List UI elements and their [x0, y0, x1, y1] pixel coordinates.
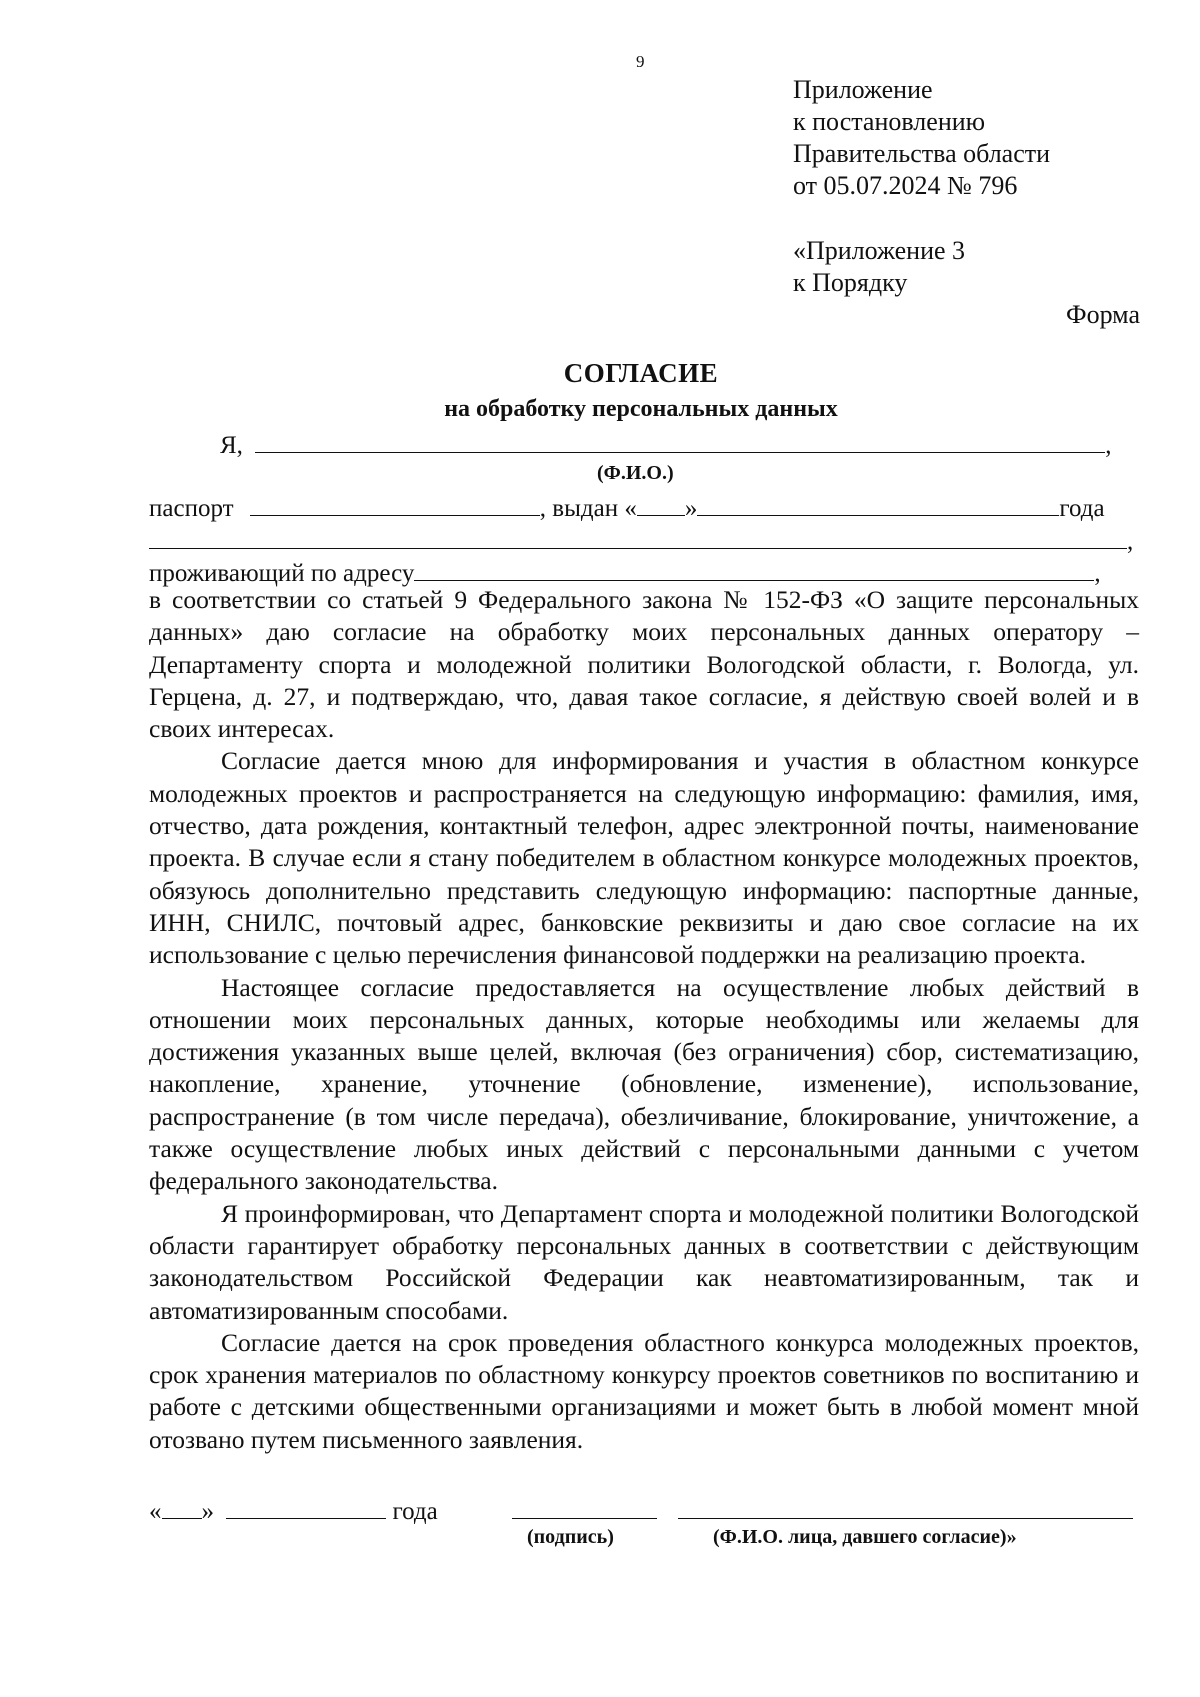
page-number: 9: [636, 52, 645, 71]
appendix-header-line: Приложение: [793, 75, 933, 104]
passport-row: [149, 491, 1105, 523]
form-label: Форма: [1066, 300, 1140, 329]
signature-caption: (подпись): [527, 1526, 614, 1548]
issued-by-field[interactable]: [697, 491, 1059, 516]
paragraph: Настоящее согласие предоставляется на осуществление любых действий в отношении моих персональных данных, которые необходимы или желаемы для достижения указанных выше целей, включая (без ограничения) сбор, систематизацию, накопление, хранение, уточнение (обновление, изменение), использование, распространение (в том числе передача), обезличивание, блокирование, уничтожение, а также осуществление любых иных действий с персональными данными с учетом федерального законодательства.: [149, 972, 1139, 1196]
sign-year-label: года: [392, 1498, 438, 1525]
signature-field-wrap: [512, 1494, 657, 1524]
sign-month-field[interactable]: [226, 1494, 386, 1519]
paragraph: Я проинформирован, что Департамент спорта и молодежной политики Вологодской области гарантирует обработку персональных данных в соответствии с действующим законодательством Российской Федерации как неавтоматизированным, так и автоматизированным способами.: [149, 1198, 1139, 1325]
issued-label: , выдан «: [539, 495, 637, 522]
appendix3-header-line: к Порядку: [793, 268, 908, 297]
sign-day-field[interactable]: [162, 1494, 202, 1519]
passport-label: паспорт: [149, 495, 234, 522]
signature-date-row: [149, 1494, 438, 1526]
address-comma: ,: [1094, 560, 1101, 587]
appendix-header-line: Правительства области: [793, 139, 1051, 168]
address-label: проживающий по адресу: [149, 560, 415, 587]
document-title: СОГЛАСИЕ: [563, 358, 719, 388]
paragraph: Согласие дается на срок проведения областного конкурса молодежных проектов, срок хранения материалов по областному конкурсу проектов советников по воспитанию и работе с детскими общественными организациями и может быть в любой момент мной отозвано путем письменного заявления.: [149, 1327, 1139, 1454]
blank-row: [149, 524, 1133, 556]
paragraph: Согласие дается мною для информирования и участия в областном конкурсе молодежных проектов и распространяется на следующую информацию: фамилия, имя, отчество, дата рождения, контактный телефон, адрес электронной почты, наименование проекта. В случае если я стану победителем в областном конкурсе молодежных проектов, обязуюсь дополнительно представить следующую информацию: паспортные данные, ИНН, СНИЛС, почтовый адрес, банковские реквизиты и даю свое согласие на их использование с целью перечисления финансовой поддержки на реализацию проекта.: [149, 746, 1139, 970]
appendix-header: [793, 74, 1050, 202]
fio-field[interactable]: [255, 428, 1105, 453]
consent-body: [149, 584, 1139, 1456]
issued-continuation-field[interactable]: [149, 524, 1127, 549]
signer-fio-field[interactable]: [678, 1494, 1133, 1519]
date-open-quote: «: [149, 1498, 162, 1525]
issued-close-quote: »: [684, 495, 698, 522]
document-subtitle: на обработку персональных данных: [444, 396, 838, 422]
signer-fio-field-wrap: [678, 1494, 1133, 1524]
fio-row: [220, 428, 1111, 460]
signer-fio-caption: (Ф.И.О. лица, давшего согласие)»: [713, 1526, 1017, 1548]
fio-comma: ,: [1105, 432, 1112, 459]
paragraph: в соответствии со статьей 9 Федерального закона № 152-ФЗ «О защите персональных данных» даю согласие на обработку моих персональных данных оператору – Департаменту спорта и молодежной политики Вологодской области, г. Вологда, ул. Герцена, д. 27, и подтверждаю, что, давая такое согласие, я действую своей волей и в своих интересах.: [149, 585, 1139, 744]
blank-row-comma: ,: [1127, 528, 1134, 555]
appendix-header-line: от 05.07.2024 № 796: [793, 171, 1018, 200]
appendix3-header: [793, 235, 965, 299]
appendix-header-line: к постановлению: [793, 107, 986, 136]
signature-field[interactable]: [512, 1494, 657, 1519]
ya-label: Я,: [220, 432, 243, 459]
address-field[interactable]: [414, 556, 1094, 581]
date-close-quote: »: [201, 1498, 214, 1525]
issued-day-field[interactable]: [637, 491, 685, 516]
passport-number-field[interactable]: [250, 491, 540, 516]
fio-caption: (Ф.И.О.): [597, 462, 674, 484]
appendix3-header-line: «Приложение 3: [793, 236, 966, 265]
year-label: года: [1059, 495, 1105, 522]
